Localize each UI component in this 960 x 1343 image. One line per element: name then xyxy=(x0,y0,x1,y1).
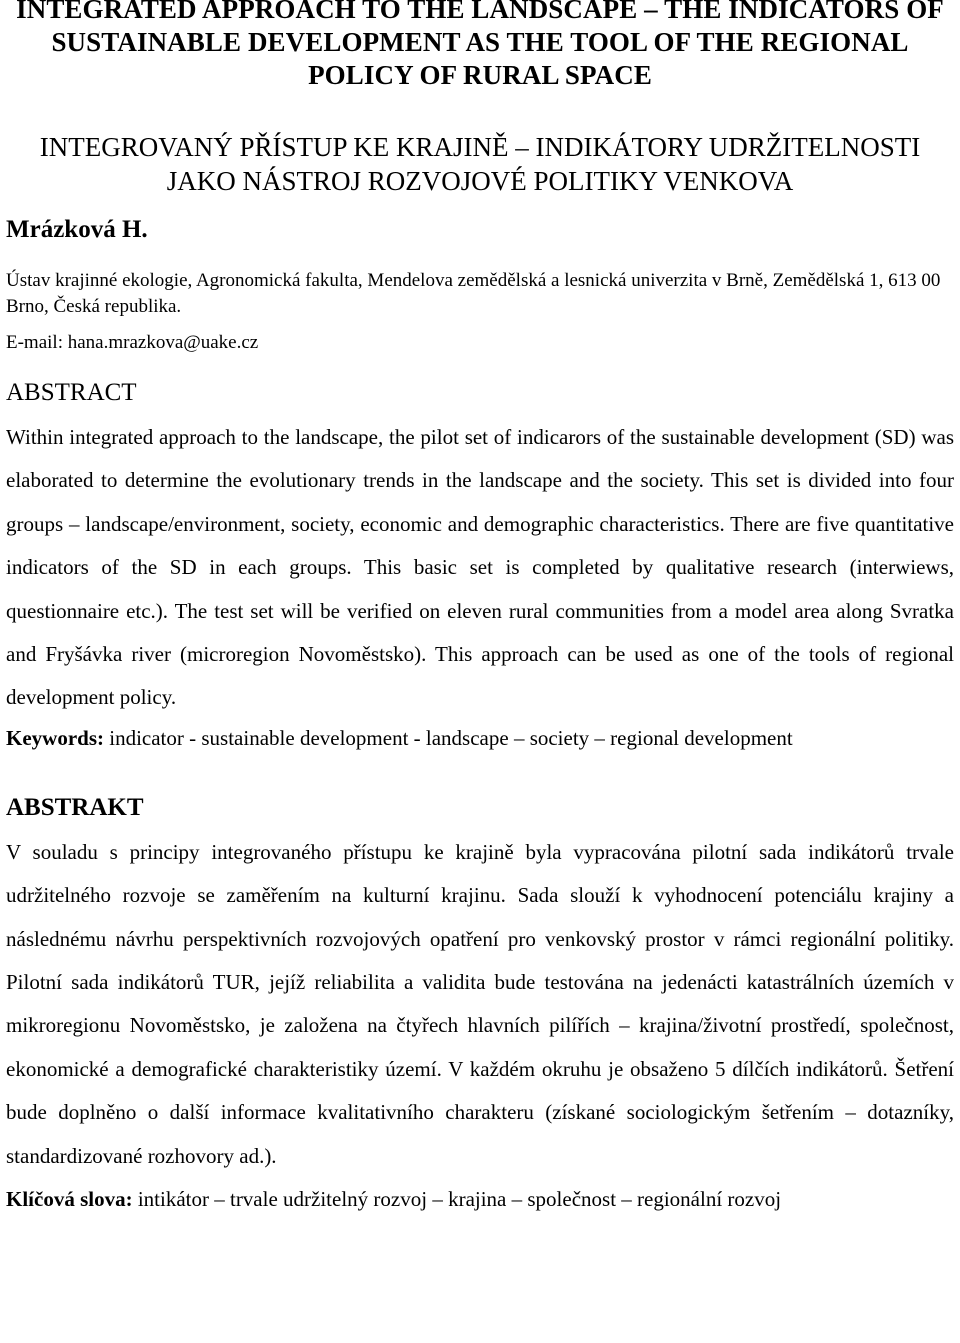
keywords-text: indicator - sustainable development - landscape – society – regional development xyxy=(109,725,793,750)
klicova-slova-line xyxy=(6,1184,954,1214)
author-affiliation: Ústav krajinné ekologie, Agronomická fakulta, Mendelova zemědělská a lesnická univerzita v Brně, Zemědělská 1, 613 00 Brno, Česká republika. xyxy=(6,270,941,317)
klicova-slova-label: Klíčová slova: xyxy=(6,1187,133,1212)
keywords-label: Keywords: xyxy=(6,725,104,750)
paper-title-czech: INTEGROVANÝ PŘÍSTUP KE KRAJINĚ – INDIKÁTORY UDRŽITELNOSTI JAKO NÁSTROJ ROZVOJOVÉ POLITIKY VENKOVA xyxy=(39,132,921,196)
author-email: E-mail: hana.mrazkova@uake.cz xyxy=(6,332,259,353)
paper-page xyxy=(6,0,954,1214)
abstrakt-text: V souladu s principy integrovaného přístupu ke krajině byla vypracována pilotní sada indikátorů trvale udržitelného rozvoje se zaměřením na kulturní krajinu. Sada slouží k vyhodnocení potenciálu krajiny a následnému návrhu perspektivních rozvojových opatření pro venkovský prostor v rámci regionální politiky. Pilotní sada indikátorů TUR, jejíž reliabilita a validita bude testována na jedenácti katastrálních územích v mikroregionu Novoměstsko, je založena na čtyřech hlavních pilířích – krajina/životní prostředí, společnost, ekonomické a demografické charakteristiky území. V každém okruhu je obsaženo 5 dílčích indikátorů. Šetření bude doplněno o další informace kvalitativního charakteru (získané sociologickým šetřením – dotazníky, standardizované rozhovory ad.). xyxy=(6,839,954,1168)
author-name: Mrázková H. xyxy=(6,216,148,243)
abstrakt-heading: ABSTRAKT xyxy=(6,793,144,821)
paper-title-english: INTEGRATED APPROACH TO THE LANDSCAPE – THE INDICATORS OF SUSTAINABLE DEVELOPMENT AS THE TOOL OF THE REGIONAL POLICY OF RURAL SPACE xyxy=(16,0,944,90)
keywords-line xyxy=(6,723,954,753)
abstract-heading: ABSTRACT xyxy=(6,379,137,406)
abstract-text: Within integrated approach to the landscape, the pilot set of indicarors of the sustainable development (SD) was elaborated to determine the evolutionary trends in the landscape and the society. This set is divided into four groups – landscape/environment, society, economic and demographic characteristics. There are five quantitative indicators of the SD in each groups. This basic set is completed by qualitative research (interwiews, questionnaire etc.). The test set will be verified on eleven rural communities from a model area along Svratka and Fryšávka river (microregion Novoměstsko). This approach can be used as one of the tools of regional development policy. xyxy=(6,425,954,710)
klicova-slova-text: intikátor – trvale udržitelný rozvoj – krajina – společnost – regionální rozvoj xyxy=(137,1187,782,1212)
